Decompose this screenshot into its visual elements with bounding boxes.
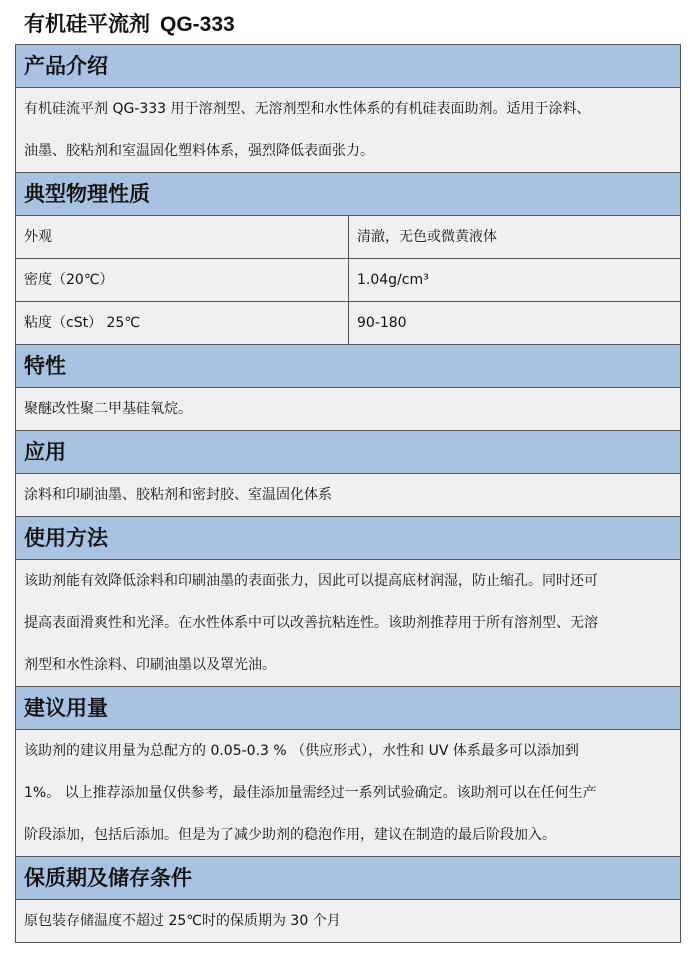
text-line: 1%。 以上推荐添加量仅供参考，最佳添加量需经过一系列试验确定。该助剂可以在任何生产 xyxy=(24,785,597,801)
section-heading-application: 应用 xyxy=(16,431,680,474)
text-line: 阶段添加，包括后添加。但是为了减少助剂的稳泡作用，建议在制造的最后阶段加入。 xyxy=(24,827,556,843)
text-line: 聚醚改性聚二甲基硅氧烷。 xyxy=(24,401,192,417)
property-label: 粘度（cSt） 25℃ xyxy=(16,302,349,344)
document-title xyxy=(24,8,235,38)
section-heading-dosage: 建议用量 xyxy=(16,687,680,730)
section-heading-intro: 产品介绍 xyxy=(16,45,680,88)
property-value: 1.04g/cm³ xyxy=(357,272,429,288)
product-code: QG-333 xyxy=(160,13,235,36)
section-heading-properties: 典型物理性质 xyxy=(16,173,680,216)
section-body-features xyxy=(16,388,680,431)
section-body-dosage xyxy=(16,730,680,857)
property-row-appearance xyxy=(16,216,680,259)
text-line: 有机硅流平剂 QG-333 用于溶剂型、无溶剂型和水性体系的有机硅表面助剂。适用于涂料、 xyxy=(24,101,591,117)
text-line: 涂料和印刷油墨、胶粘剂和密封胶、室温固化体系 xyxy=(24,487,332,503)
text-line: 提高表面滑爽性和光泽。在水性体系中可以改善抗粘连性。该助剂推荐用于所有溶剂型、无溶 xyxy=(24,615,598,631)
property-row-density xyxy=(16,259,680,302)
property-row-viscosity xyxy=(16,302,680,345)
section-body-intro xyxy=(16,88,680,173)
property-value: 清澈，无色或微黄液体 xyxy=(357,229,497,245)
product-name: 有机硅平流剂 xyxy=(24,12,150,36)
text-line: 该助剂能有效降低涂料和印刷油墨的表面张力，因此可以提高底材润湿，防止缩孔。同时还可 xyxy=(24,573,598,589)
property-value: 90-180 xyxy=(357,315,407,331)
spec-sheet xyxy=(15,44,681,943)
text-line: 剂型和水性涂料、印刷油墨以及罩光油。 xyxy=(24,657,276,673)
section-heading-features: 特性 xyxy=(16,345,680,388)
section-body-usage xyxy=(16,560,680,687)
section-body-application xyxy=(16,474,680,517)
text-line: 油墨、胶粘剂和室温固化塑料体系，强烈降低表面张力。 xyxy=(24,143,374,159)
property-label: 外观 xyxy=(16,216,349,258)
text-line: 原包装存储温度不超过 25℃时的保质期为 30 个月 xyxy=(24,913,341,929)
section-body-storage xyxy=(16,900,680,943)
section-heading-usage: 使用方法 xyxy=(16,517,680,560)
property-label: 密度（20℃） xyxy=(16,259,349,301)
text-line: 该助剂的建议用量为总配方的 0.05-0.3 % （供应形式），水性和 UV 体系最多可以添加到 xyxy=(24,743,579,759)
section-heading-storage: 保质期及储存条件 xyxy=(16,857,680,900)
